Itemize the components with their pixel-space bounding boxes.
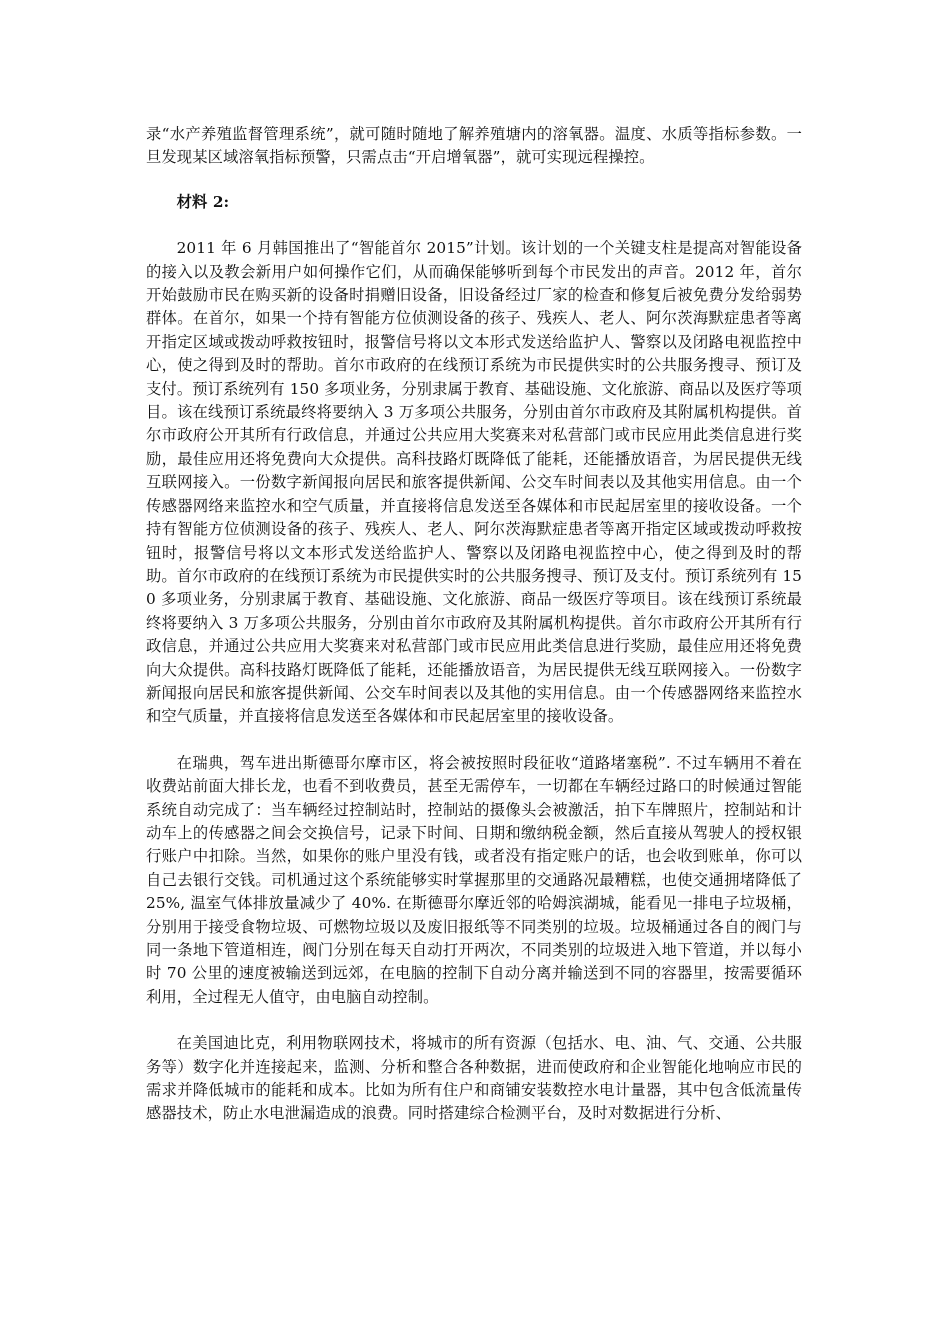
- material-2-heading: 材料 2:: [176, 192, 230, 211]
- document-page: [146, 123, 802, 1126]
- dubuque-paragraph: 在美国迪比克，利用物联网技术，将城市的所有资源（包括水、电、油、气、交通、公共服务等）数字化并连接起来，监测、分析和整合各种数据，进而使政府和企业智能化地响应市民的需求并降低城市的能耗和成本。比如为所有住户和商铺安装数控水电计量器，其中包含低流量传感器技术，防止水电泄漏造成的浪费。同时搭建综合检测平台，及时对数据进行分析、: [146, 1034, 802, 1123]
- seoul-paragraph: 2011 年 6 月韩国推出了“智能首尔 2015”计划。该计划的一个关键支柱是提高对智能设备的接入以及教会新用户如何操作它们，从而确保能够听到每个市民发出的声音。2012 年，首尔开始鼓励市民在购买新的设备时捐赠旧设备，旧设备经过厂家的检查和修复后被免费分发给弱势群体。在首尔，如果一个持有智能方位侦测设备的孩子、残疾人、老人、阿尔茨海默症患者等离开指定区域或拨动呼救按钮时，报警信号将以文本形式发送给监护人、警察以及闭路电视监控中心，使之得到及时的帮助。首尔市政府的在线预订系统为市民提供实时的公共服务搜寻、预订及支付。预订系统列有 150 多项业务，分别隶属于教育、基础设施、文化旅游、商品以及医疗等项目。该在线预订系统最终将要纳入 3 万多项公共服务，分别由首尔市政府及其附属机构提供。首尔市政府公开其所有行政信息，并通过公共应用大奖赛来对私营部门或市民应用此类信息进行奖励，最佳应用还将免费向大众提供。高科技路灯既降低了能耗，还能播放语音，为居民提供无线互联网接入。一份数字新闻报向居民和旅客提供新闻、公交车时间表以及其他实用信息。由一个传感器网络来监控水和空气质量，并直接将信息发送至各媒体和市民起居室里的接收设备。一个持有智能方位侦测设备的孩子、残疾人、老人、阿尔茨海默症患者等离开指定区域或拨动呼救按钮时，报警信号将以文本形式发送给监护人、警察以及闭路电视监控中心，使之得到及时的帮助。首尔市政府的在线预订系统为市民提供实时的公共服务搜寻、预订及支付。预订系统列有 150 多项业务，分别隶属于教育、基础设施、文化旅游、商品一级医疗等项目。该在线预订系统最终将要纳入 3 万多项公共服务，分别由首尔市政府及其附属机构提供。首尔市政府公开其所有行政信息，并通过公共应用大奖赛来对私营部门或市民应用此类信息进行奖励，最佳应用还将免费向大众提供。高科技路灯既降低了能耗，还能播放语音，为居民提供无线互联网接入。一份数字新闻报向居民和旅客提供新闻、公交车时间表以及其他的实用信息。由一个传感器网络来监控水和空气质量，并直接将信息发送至各媒体和市民起居室里的接收设备。: [146, 239, 802, 726]
- sweden-paragraph: 在瑞典，驾车进出斯德哥尔摩市区，将会被按照时段征收“道路堵塞税”. 不过车辆用不着在收费站前面大排长龙，也看不到收费员，甚至无需停车，一切都在车辆经过路口的时候通过智能系统自动完成了：当车辆经过控制站时，控制站的摄像头会被激活，拍下车牌照片，控制站和计动车上的传感器之间会交换信号，记录下时间、日期和缴纳税金额，然后直接从驾驶人的授权银行账户中扣除。当然，如果你的账户里没有钱，或者没有指定账户的话，也会收到账单，你可以自己去银行交钱。司机通过这个系统能够实时掌握那里的交通路况最糟糕，也使交通拥堵降低了 25%, 温室气体排放量减少了 40%. 在斯德哥尔摩近邻的哈姆滨湖城，能看见一排电子垃圾桶，分别用于接受食物垃圾、可燃物垃圾以及废旧报纸等不同类别的垃圾。垃圾桶通过各自的阀门与同一条地下管道相连，阀门分别在每天自动打开两次，不同类别的垃圾进入地下管道，并以每小时 70 公里的速度被输送到远郊，在电脑的控制下自动分离并输送到不同的容器里，按需要循环利用，全过程无人值守，由电脑自动控制。: [146, 753, 802, 1006]
- intro-paragraph: 录“水产养殖监督管理系统”，就可随时随地了解养殖塘内的溶氧器。温度、水质等指标参数。一旦发现某区域溶氧指标预警，只需点击“开启增氧器”，就可实现远程操控。: [146, 125, 802, 167]
